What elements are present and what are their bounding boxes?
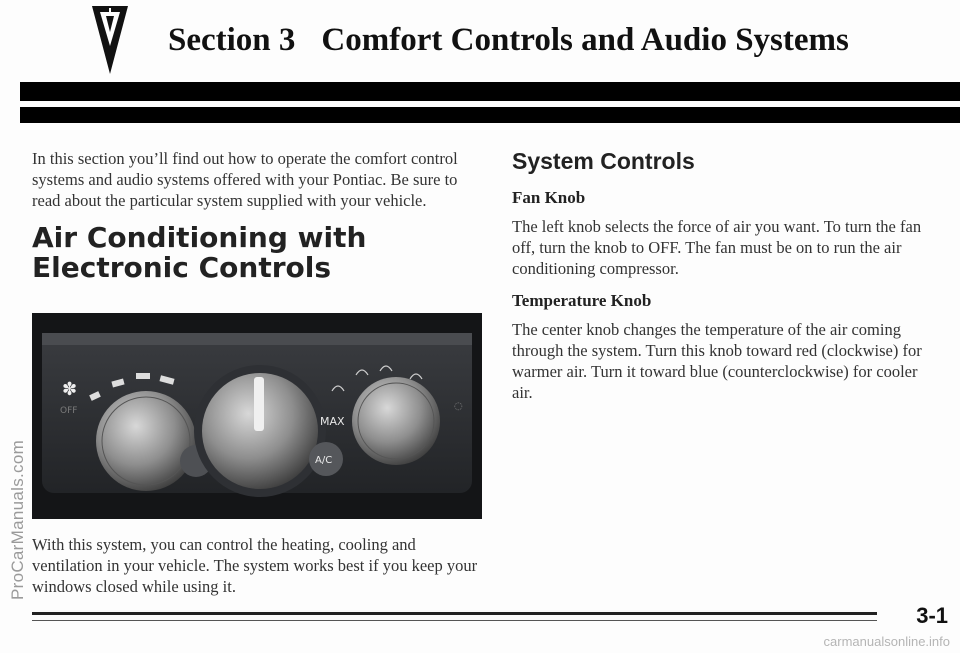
side-watermark: ProCarManuals.com: [8, 439, 27, 600]
fan-knob-heading: Fan Knob: [512, 188, 586, 207]
after-photo-paragraph: With this system, you can control the heating, cooling and ventilation in your vehicle. The system works best if you keep your windows closed while using it.: [32, 535, 478, 596]
fan-knob-text: The left knob selects the force of air you want. To turn the fan off, turn the knob to OFF. The fan must be on to run the air conditioning compressor.: [512, 217, 922, 278]
max-label: MAX: [320, 415, 345, 428]
left-column: [32, 148, 482, 283]
header-bar-top: [20, 82, 960, 101]
section-title: [168, 22, 849, 59]
page-number: 3-1: [916, 603, 948, 628]
footer-watermark: carmanualsonline.info: [823, 634, 950, 649]
section-number: Section 3: [168, 22, 296, 58]
air-conditioning-heading: Air Conditioning with Electronic Controls: [32, 221, 367, 284]
intro-paragraph: In this section you’ll find out how to operate the comfort control systems and audio systems offered with your Pontiac. Be sure to read about the particular system supplied with your vehicle.: [32, 149, 458, 210]
section-name: Comfort Controls and Audio Systems: [321, 22, 849, 58]
footer-rule-thin: [32, 620, 877, 621]
right-column: [512, 146, 942, 403]
climate-control-photo: [32, 313, 482, 519]
climate-panel-illustration: [32, 313, 482, 519]
after-photo-paragraph-block: [32, 534, 482, 597]
system-controls-heading: System Controls: [512, 148, 695, 174]
pontiac-logo-icon: [92, 6, 128, 74]
svg-text:◌: ◌: [454, 401, 463, 412]
svg-text:✽: ✽: [62, 379, 78, 400]
off-label: OFF: [60, 406, 78, 416]
footer-rule-thick: [32, 612, 877, 615]
ac-button-label: A/C: [315, 455, 333, 466]
header-bar-bottom: [20, 107, 960, 123]
temperature-knob-heading: Temperature Knob: [512, 291, 652, 310]
temperature-knob-text: The center knob changes the temperature of the air coming through the system. Turn this knob toward red (clockwise) for warmer air. Turn it toward blue (counterclockwise) for cooler air.: [512, 320, 922, 402]
